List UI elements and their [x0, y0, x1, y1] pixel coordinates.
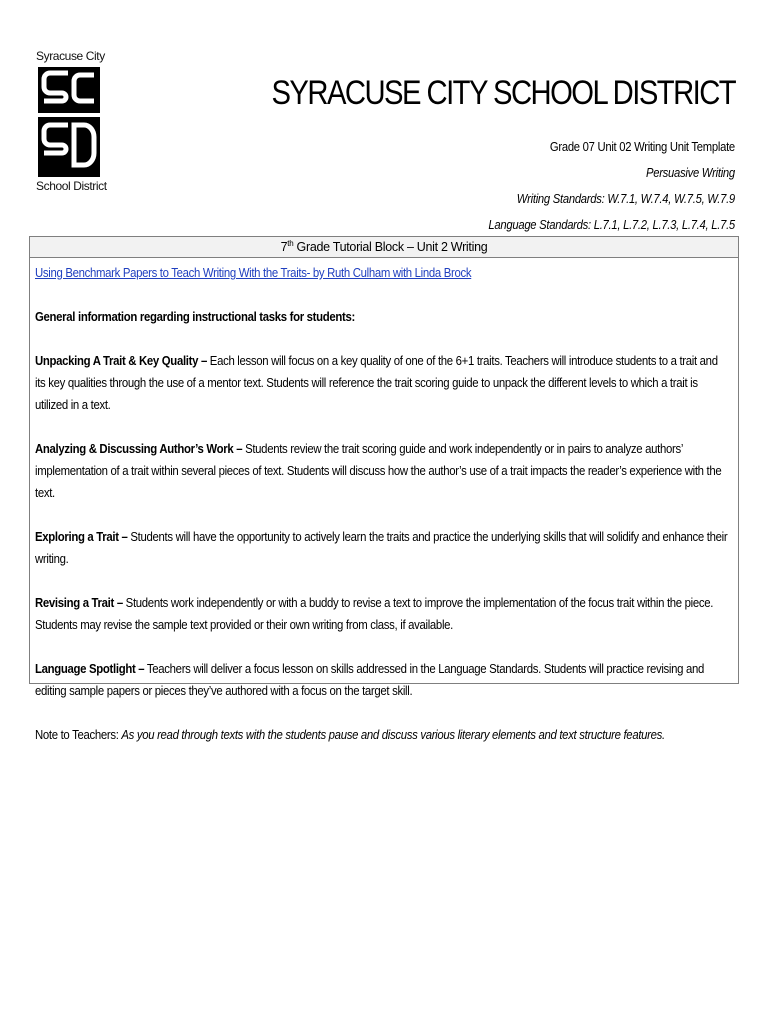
task-description: Teachers will deliver a focus lesson on skills addressed in the Language Standards. Students will practice revising and editing sample papers or pieces they’ve authored with a focus on the target skill. — [35, 662, 705, 698]
task-term: Exploring a Trait – — [35, 530, 128, 544]
task-term: Language Spotlight – — [35, 662, 145, 676]
logo-bottom-text: School District — [36, 179, 107, 193]
note-label: Note to Teachers: — [35, 728, 122, 742]
genre-label: Persuasive Writing — [646, 166, 735, 180]
grade-suffix: th — [287, 238, 294, 248]
task-description: Students will have the opportunity to actively learn the traits and practice the underlying skills that will solidify and enhance their writing. — [35, 530, 728, 566]
general-info-heading: General information regarding instructional tasks for students: — [35, 310, 355, 324]
task-item — [35, 592, 727, 636]
writing-standards: Writing Standards: W.7.1, W.7.4, W.7.5, W.7.9 — [516, 192, 735, 206]
task-term: Analyzing & Discussing Author’s Work – — [35, 442, 243, 456]
task-term: Revising a Trait – — [35, 596, 123, 610]
tutorial-block-header — [30, 237, 738, 258]
language-standards: Language Standards: L.7.1, L.7.2, L.7.3, L.7.4, L.7.5 — [488, 218, 735, 232]
grade-number: 7 — [280, 240, 288, 254]
unit-template-label: Grade 07 Unit 02 Writing Unit Template — [549, 140, 735, 154]
tutorial-block-table — [29, 236, 739, 742]
district-title: SYRACUSE CITY SCHOOL DISTRICT — [271, 74, 735, 112]
district-logo — [36, 49, 106, 197]
block-title: Grade Tutorial Block – Unit 2 Writing — [293, 240, 488, 254]
unit-meta — [461, 134, 735, 238]
task-description: Each lesson will focus on a key quality of one of the 6+1 traits. Teachers will introduce students to a trait and its key qualities through the use of a mentor text. Students will reference the trait scoring guide to unpack the different levels to which a trait is utilized in a text. — [35, 354, 718, 412]
scsd-logo-mark — [38, 67, 100, 177]
logo-top-text: Syracuse City — [36, 49, 105, 63]
task-item — [35, 526, 727, 570]
task-item — [35, 438, 727, 504]
benchmark-papers-link[interactable]: Using Benchmark Papers to Teach Writing With the Traits- by Ruth Culham with Linda Brock — [35, 266, 472, 280]
teacher-note — [35, 724, 727, 746]
task-term: Unpacking A Trait & Key Quality – — [35, 354, 207, 368]
tutorial-block-body — [30, 258, 738, 746]
task-item — [35, 350, 727, 416]
task-item — [35, 658, 727, 702]
task-description: Students work independently or with a buddy to revise a text to improve the implementation of the focus trait within the piece. Students may revise the sample text provided or their own writing from class, if available. — [35, 596, 714, 632]
note-text: As you read through texts with the students pause and discuss various literary elements and text structure features. — [121, 728, 665, 742]
task-description: Students review the trait scoring guide and work independently or in pairs to analyze authors’ implementation of a trait within several pieces of text. Students will discuss how the author’s use of a trait impacts the reader’s experience with the text. — [35, 442, 722, 500]
